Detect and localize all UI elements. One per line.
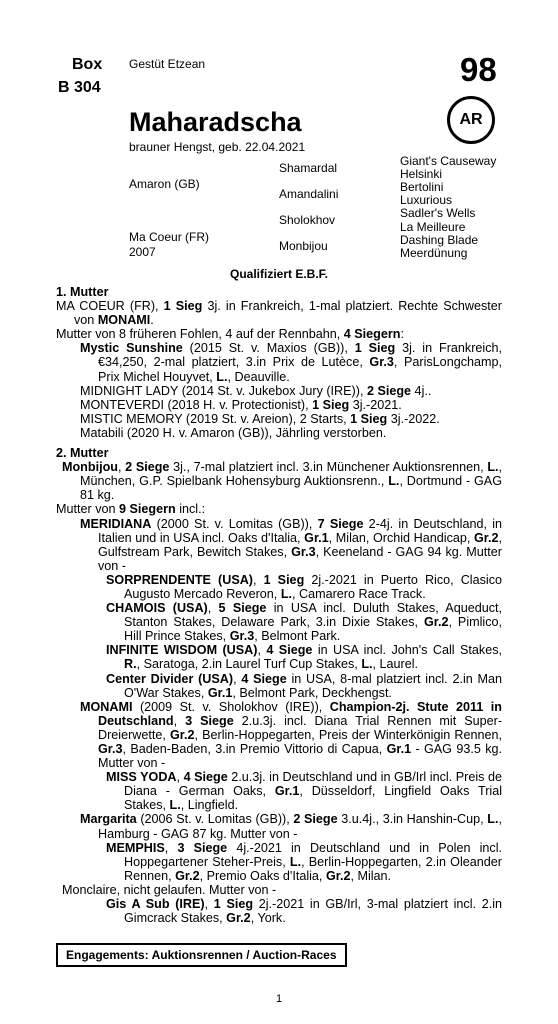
pedigree-gp-4: Monbijou <box>279 239 328 253</box>
record-entry: MONTEVERDI (2018 H. v. Protectionist), 1 Sieg 3j.-2021. <box>80 397 402 412</box>
box-number: B 304 <box>58 79 101 96</box>
qualified-note: Qualifiziert E.B.F. <box>229 267 328 281</box>
pedigree-ggp-5: Sadler's Wells <box>400 206 476 220</box>
box-label: Box <box>72 56 103 73</box>
record-entry: Monclaire, nicht gelaufen. Mutter von - <box>62 882 277 897</box>
pedigree-dam: Ma Coeur (FR) <box>129 230 210 244</box>
pedigree-dam-year: 2007 <box>129 245 156 259</box>
ar-badge-text: AR <box>459 111 483 128</box>
record-entry: MONAMI (2009 St. v. Sholokhov (IRE)), Champion-2j. Stute 2011 in Deutschland, 3 Siege 2.u.3j. incl. Diana Trial Rennen mit Super-Dreierwette, Gr.2, Berlin-Hoppegarten, Preis der Winterkönigin Rennen, Gr.3, Baden-Baden, 3.in Premio Vittorio di Capua, Gr.1 - GAG 93.5 kg. Mutter von - <box>80 699 503 771</box>
lot-number: 98 <box>460 51 497 88</box>
record-entry: MISTIC MEMORY (2019 St. v. Areion), 2 Starts, 1 Sieg 3j.-2022. <box>80 411 440 426</box>
record-entry: MIDNIGHT LADY (2014 St. v. Jukebox Jury (IRE)), 2 Siege 4j.. <box>80 383 432 398</box>
section-heading: 2. Mutter <box>56 446 109 461</box>
pedigree-ggp-4: Luxurious <box>400 193 453 207</box>
record-entry: CHAMOIS (USA), 5 Siege in USA incl. Duluth Stakes, Aqueduct, Stanton Stakes, Delaware Park, 3.in Dixie Stakes, Gr.2, Pimlico, Hill Prince Stakes, Gr.3, Belmont Park. <box>106 601 503 644</box>
record-entry: Mystic Sunshine (2015 St. v. Maxios (GB)), 1 Sieg 3j. in Frankreich, €34,250, 2-mal platziert, 3.in Prix de Lutèce, Gr.3, ParisLongchamp, Prix Michel Houyvet, L., Deauville. <box>80 341 502 384</box>
record-entry: Mutter von 8 früheren Fohlen, 4 auf der Rennbahn, 4 Siegern: <box>56 327 404 342</box>
page-number: 1 <box>275 993 283 1005</box>
record-entry: MISS YODA, 4 Siege 2.u.3j. in Deutschland und in GB/Irl incl. Preis de Diana - German Oaks, Gr.1, Düsseldorf, Lingfield Oaks Trial Stakes, L., Lingfield. <box>106 770 502 813</box>
pedigree-gp-2: Amandalini <box>279 187 339 201</box>
horse-name: Maharadscha <box>129 107 302 137</box>
record-entry: SORPRENDENTE (USA), 1 Sieg 2j.-2021 in Puerto Rico, Clasico Augusto Mercado Reveron, L., Camarero Race Track. <box>106 572 502 601</box>
pedigree-ggp-3: Bertolini <box>400 180 444 194</box>
record-entry: Monbijou, 2 Siege 3j., 7-mal platziert incl. 3.in Münchener Auktionsrennen, L., München, G.P. Spielbank Hohensyburg Auktionsrenn., L., Dortmund - GAG 81 kg. <box>62 460 503 503</box>
record-entry: MERIDIANA (2000 St. v. Lomitas (GB)), 7 Siege 2-4j. in Deutschland, in Italien und in USA incl. Oaks d'Italia, Gr.1, Milan, Orchid Handicap, Gr.2, Gulfstream Park, Bewitch Stakes, Gr.3, Keeneland - GAG 94 kg. Mutter von - <box>80 516 502 573</box>
record-entry: Matabili (2020 H. v. Amaron (GB)), Jährling verstorben. <box>80 425 387 440</box>
record-entry: MA COEUR (FR), 1 Sieg 3j. in Frankreich, 1-mal platziert. Rechte Schwester von MONAMI. <box>56 299 502 328</box>
pedigree-gp-1: Shamardal <box>279 161 338 175</box>
breeder: Gestüt Etzean <box>129 57 206 71</box>
pedigree-ggp-6: La Meilleure <box>400 220 466 234</box>
engagements-box: Engagements: Auktionsrennen / Auction-Races <box>56 943 347 967</box>
pedigree-ggp-1: Giant's Causeway <box>400 154 497 168</box>
family-record <box>56 285 502 925</box>
record-entry: Gis A Sub (IRE), 1 Sieg 2j.-2021 in GB/Irl, 3-mal platziert incl. 2.in Gimcrack Stakes, Gr.2, York. <box>106 897 502 926</box>
record-entry: INFINITE WISDOM (USA), 4 Siege in USA incl. John's Call Stakes, R., Saratoga, 2.in Laurel Turf Cup Stakes, L., Laurel. <box>106 643 502 672</box>
pedigree-ggp-7: Dashing Blade <box>400 233 479 247</box>
record-entry: Mutter von 9 Siegern incl.: <box>56 502 206 517</box>
section-heading: 1. Mutter <box>56 285 109 299</box>
pedigree-sire: Amaron (GB) <box>129 177 200 191</box>
ar-badge <box>447 96 495 144</box>
pedigree-gp-3: Sholokhov <box>279 213 336 227</box>
record-entry: Margarita (2006 St. v. Lomitas (GB)), 2 Siege 3.u.4j., 3.in Hanshin-Cup, L., Hamburg - GAG 87 kg. Mutter von - <box>80 812 502 841</box>
record-entry: Center Divider (USA), 4 Siege in USA, 8-mal platziert incl. 2.in Man O'War Stakes, Gr.1, Belmont Park, Deckhengst. <box>106 671 503 700</box>
pedigree-ggp-8: Meerdünung <box>400 246 468 260</box>
horse-description: brauner Hengst, geb. 22.04.2021 <box>129 140 306 154</box>
record-entry: MEMPHIS, 3 Siege 4j.-2021 in Deutschland und in Polen incl. Hoppegartener Steher-Preis, L., Berlin-Hoppegarten, 2.in Oleander Rennen, Gr.2, Premio Oaks d'Italia, Gr.2, Milan. <box>106 840 502 883</box>
pedigree-ggp-2: Helsinki <box>400 167 443 181</box>
